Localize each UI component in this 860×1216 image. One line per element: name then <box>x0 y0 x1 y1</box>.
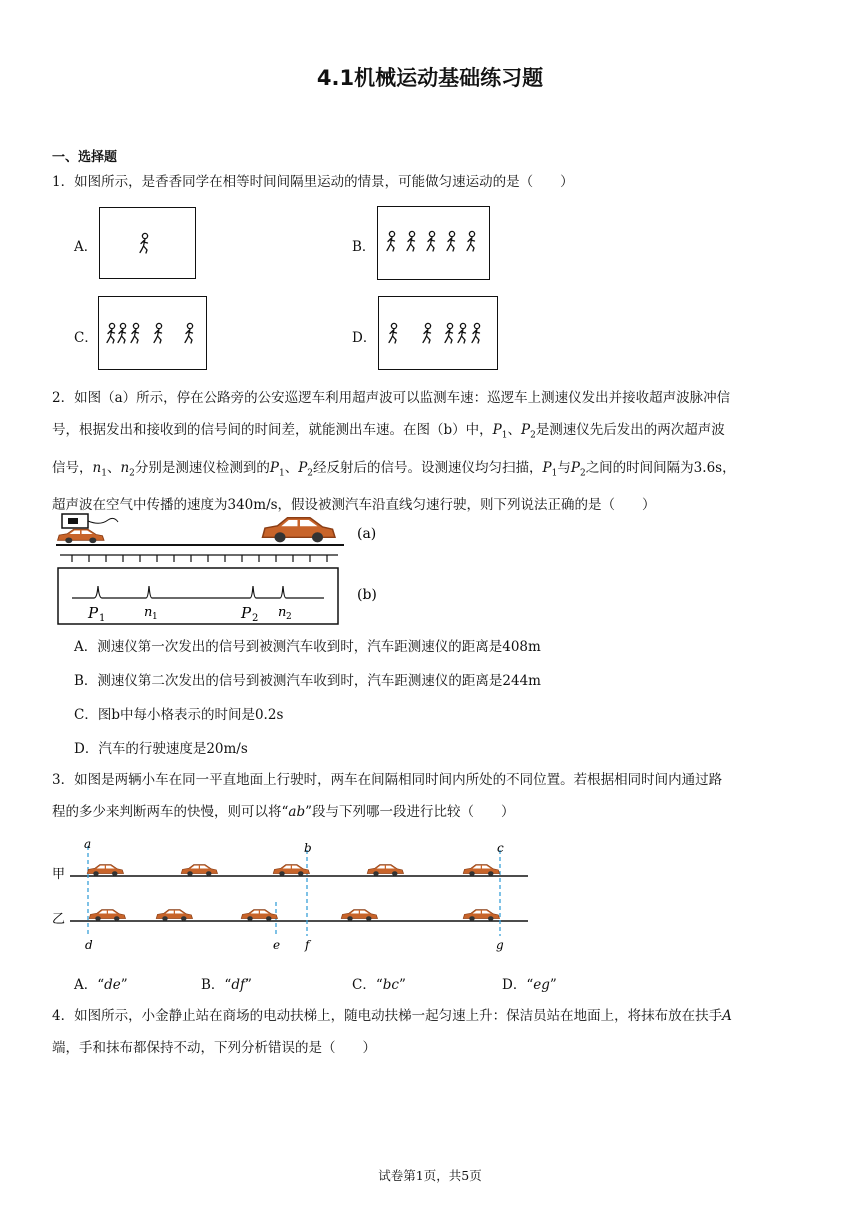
fig-b-label: (b) <box>357 587 377 603</box>
question-3-stem <box>52 764 808 828</box>
q2-option-d: D．汽车的行驶速度是20m/s <box>74 741 248 757</box>
label-P2: P <box>241 604 252 622</box>
q2-option-b: B．测速仪第二次发出的信号到被测汽车收到时，汽车距测速仪的距离是244m <box>74 673 541 689</box>
q1-option-b-label: B． <box>352 239 376 255</box>
fig-a-label: (a) <box>357 526 377 542</box>
q4-line-2: 端，手和抹布都保持不动，下列分析错误的是（ ） <box>52 1040 376 1056</box>
q1-option-a-figure <box>99 207 196 279</box>
walkers-uniform-figure <box>378 207 489 279</box>
q3-option-c: C．“bc” <box>352 977 406 993</box>
q1-option-b-figure <box>377 206 490 280</box>
q2-line-3: 信号，$n_1$、$n_2$分别是测速仪检测到的$P_1$、$P_2$经反射后的信号。设测速仪均匀扫描，$P_1$与$P_2$之间的时间间隔为3.6s， <box>52 459 736 479</box>
timeline-ticks <box>72 555 327 562</box>
page-title: 4.1机械运动基础练习题 <box>316 66 544 90</box>
q1-option-c-label: C． <box>74 330 98 346</box>
car-row-jia <box>87 865 499 876</box>
walkers-spreading-figure <box>99 297 206 369</box>
q3-option-d: D．“eg” <box>502 977 557 993</box>
point-a: a <box>84 837 92 851</box>
question-2-stem <box>52 382 808 521</box>
q3-option-a: A．“de” <box>74 977 128 993</box>
label-n2: n <box>278 605 287 620</box>
q2-line-4: 超声波在空气中传播的速度为340m/s，假设被测汽车沿直线匀速行驶，则下列说法正确的是（ ） <box>52 497 656 514</box>
svg-text:1: 1 <box>99 613 106 624</box>
label-n1: n <box>144 605 153 620</box>
point-f: f <box>305 938 310 952</box>
row-label-jia: 甲 <box>52 867 66 882</box>
question-1-stem: 1．如图所示，是香香同学在相等时间间隔里运动的情景，可能做匀速运动的是（ ） <box>52 174 574 190</box>
q2-option-a: A．测速仪第一次发出的信号到被测汽车收到时，汽车距测速仪的距离是408m <box>74 639 541 655</box>
q3-line-2: 程的多少来判断两车的快慢，则可以将“ab”段与下列哪一段进行比较（ ） <box>52 804 515 820</box>
target-car-icon <box>263 518 336 543</box>
label-P1: P <box>88 604 99 622</box>
svg-text:2: 2 <box>286 612 292 622</box>
walkers-converging-figure <box>379 297 497 369</box>
q2-line-2: 号，根据发出和接收到的信号间的时间差，就能测出车速。在图（b）中，$P_1$、$P_2$是测速仪先后发出的两次超声波 <box>52 422 725 441</box>
point-c: c <box>497 841 504 855</box>
q3-option-b: B．“df” <box>201 977 252 993</box>
page-footer: 试卷第1页，共5页 <box>378 1168 482 1183</box>
row-label-yi: 乙 <box>52 912 66 927</box>
patrol-car-icon <box>58 529 104 543</box>
q2-option-c: C．图b中每小格表示的时间是0.2s <box>74 707 284 723</box>
q3-line-1: 3．如图是两辆小车在同一平直地面上行驶时，两车在间隔相同时间内所处的不同位置。若根据相同时间内通过路 <box>52 772 723 788</box>
car-row-yi <box>89 910 499 921</box>
point-e: e <box>273 938 281 952</box>
q2-figure-speed-monitor <box>52 512 392 626</box>
q4-line-1: 4．如图所示，小金静止站在商场的电动扶梯上，随电动扶梯一起匀速上升：保洁员站在地面上，将抹布放在扶手A <box>52 1008 732 1024</box>
point-g: g <box>496 938 504 952</box>
q1-option-d-figure <box>378 296 498 370</box>
point-d: d <box>85 938 93 952</box>
position-markers <box>88 846 500 936</box>
pulse-signal-line <box>72 586 324 598</box>
q3-figure-two-cars <box>48 836 538 956</box>
walker-figure <box>100 208 195 278</box>
svg-text:2: 2 <box>252 613 259 624</box>
q1-option-a-label: A． <box>74 239 98 255</box>
question-4-stem <box>52 1000 808 1064</box>
q2-line-1: 2．如图（a）所示，停在公路旁的公安巡逻车利用超声波可以监测车速：巡逻车上测速仪发出并接收超声波脉冲信 <box>52 390 731 406</box>
q1-option-d-label: D． <box>352 330 377 346</box>
svg-text:1: 1 <box>152 612 158 622</box>
point-b: b <box>304 841 312 855</box>
q1-option-c-figure <box>98 296 207 370</box>
section-heading: 一、选择题 <box>52 150 118 165</box>
